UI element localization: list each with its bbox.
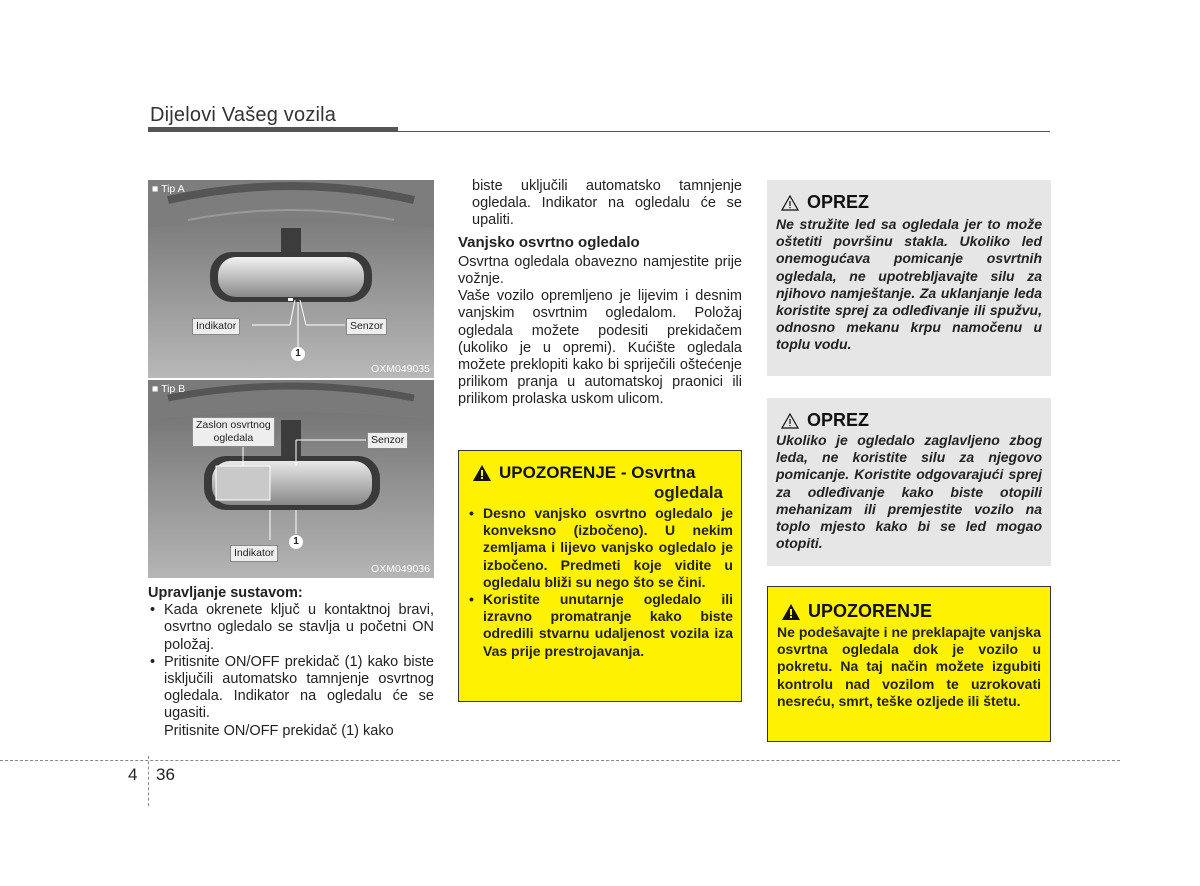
caution-triangle-icon [781, 195, 799, 211]
column-2-text [458, 178, 742, 409]
warning-box-outside-mirrors [458, 450, 742, 702]
outside-mirror-paragraph-1: Osvrtna ogledala obavezno namjestite prije vožnje. [458, 253, 742, 288]
figure-a-label: ■ Tip A [152, 183, 185, 195]
continuation-paragraph: biste uključili automatsko tamnjenje ogledala. Indikator na ogledalu će se upaliti. [472, 178, 742, 229]
caution-triangle-icon [781, 413, 799, 429]
header-accent-bar [148, 127, 398, 132]
outside-mirror-paragraph-2: Vaše vozilo opremljeno je lijevim i desnim vanjskim osvrtnim ogledalom. Položaj ogledala možete podesiti prekidačem (ukoliko je u opremi). Kućište ogledala možete preklopiti kako bi spriječili oštećenje prilikom pranja u automatskoj praonici ili prilikom prolaska uskom ulicom. [458, 288, 742, 408]
caution-box-2-body: Ukoliko je ogledalo zaglavljeno zbog leda, ne koristite silu za njegovo pomicanje. Koristite odgovarajući sprej za odleđivanje kako biste otopili mehanizam ili premjestite vozilo na toplo mjesto kako bi se led mogao otopiti. [776, 432, 1042, 552]
header-rule [398, 131, 1050, 132]
outside-mirror-heading: Vanjsko osvrtno ogledalo [458, 233, 640, 251]
column-1-text [148, 585, 434, 740]
figure-b-indicator-callout: Indikator [230, 545, 278, 562]
caution-box-1-title: OPREZ [807, 192, 870, 212]
figure-b-screen-line2: ogledala [213, 432, 254, 444]
figure-b-switch-number: 1 [289, 535, 303, 549]
figure-a-code: OXM049035 [371, 363, 430, 375]
operation-continuation: Pritisnite ON/OFF prekidač (1) kako [164, 722, 394, 739]
warning-box-2-body: Ne podešavajte i ne preklapajte vanjska osvrtna ogledala dok je vozilo u pokretu. Na taj način možete izgubiti kontrolu nad vozilom te uzrokovati nesreću, smrt, teške ozljede ili štetu. [777, 624, 1041, 709]
warning-box-1-item: • Desno vanjsko osvrtno ogledalo je konveksno (izbočeno). U nekim zemljama i lijevo vanjsko ogledalo je izbočeno. Predmeti koje vidite u ogledalu bliži su nego što se čini. [467, 505, 733, 591]
figure-a-indicator-callout: Indikator [192, 318, 240, 335]
operation-heading: Upravljanje sustavom: [148, 585, 303, 601]
warning-box-1-list [467, 505, 733, 660]
operation-item: • Pritisnite ON/OFF prekidač (1) kako biste isključili automatsko tamnjenje osvrtnog ogledala. Indikator na ogledalu će se ugasiti. [148, 654, 434, 723]
operation-list [148, 602, 434, 722]
section-number: 4 [128, 765, 138, 784]
warning-triangle-icon [473, 465, 491, 481]
caution-box-ice [767, 180, 1051, 376]
figure-tip-b [148, 380, 434, 578]
figure-b-label: ■ Tip B [152, 383, 186, 395]
warning-box-1-header [473, 463, 733, 503]
warning-box-driving [767, 586, 1051, 742]
figure-a-sensor-callout: Senzor [346, 318, 387, 335]
warning-triangle-icon [782, 604, 800, 620]
warning-box-1-title-line1: UPOZORENJE - Osvrtna [499, 463, 696, 482]
figure-b-code: OXM049036 [371, 563, 430, 575]
page-number: 36 [156, 765, 175, 784]
caution-box-2-title: OPREZ [807, 410, 870, 430]
figure-a-switch-number: 1 [291, 347, 305, 361]
footer-divider [148, 756, 149, 806]
mirror-a-illustration [148, 180, 434, 378]
figure-b-screen-callout [192, 417, 275, 447]
warning-box-2-title: UPOZORENJE [808, 601, 933, 621]
caution-box-stuck-mirror [767, 398, 1051, 566]
page-title: Dijelovi Vašeg vozila [150, 104, 337, 126]
figure-tip-a [148, 180, 434, 378]
caution-box-1-body: Ne stružite led sa ogledala jer to može oštetiti površinu stakla. Ukoliko led onemogućava pomicanje osvrtnih ogledala, ne upotrebljavajte silu za njihovo namještanje. Za uklanjanje leda koristite sprej za odleđivanje ili spužvu, odnosno mekanu krpu namočenu u toplu vodu. [776, 216, 1042, 353]
warning-box-1-item: • Koristite unutarnje ogledalo ili izravno promatranje kako biste odredili stvarnu udaljenost vozila iza Vas prije prestrojavanja. [467, 591, 733, 660]
figure-b-sensor-callout: Senzor [367, 432, 408, 449]
warning-box-1-title-line2: ogledala [654, 483, 723, 502]
figure-b-screen-line1: Zaslon osvrtnog [196, 419, 271, 431]
operation-item: • Kada okrenete ključ u kontaktnoj bravi, osvrtno ogledalo se stavlja u početni ON položaj. [148, 602, 434, 654]
mirror-b-illustration [148, 380, 434, 578]
footer-rule [0, 760, 1120, 761]
